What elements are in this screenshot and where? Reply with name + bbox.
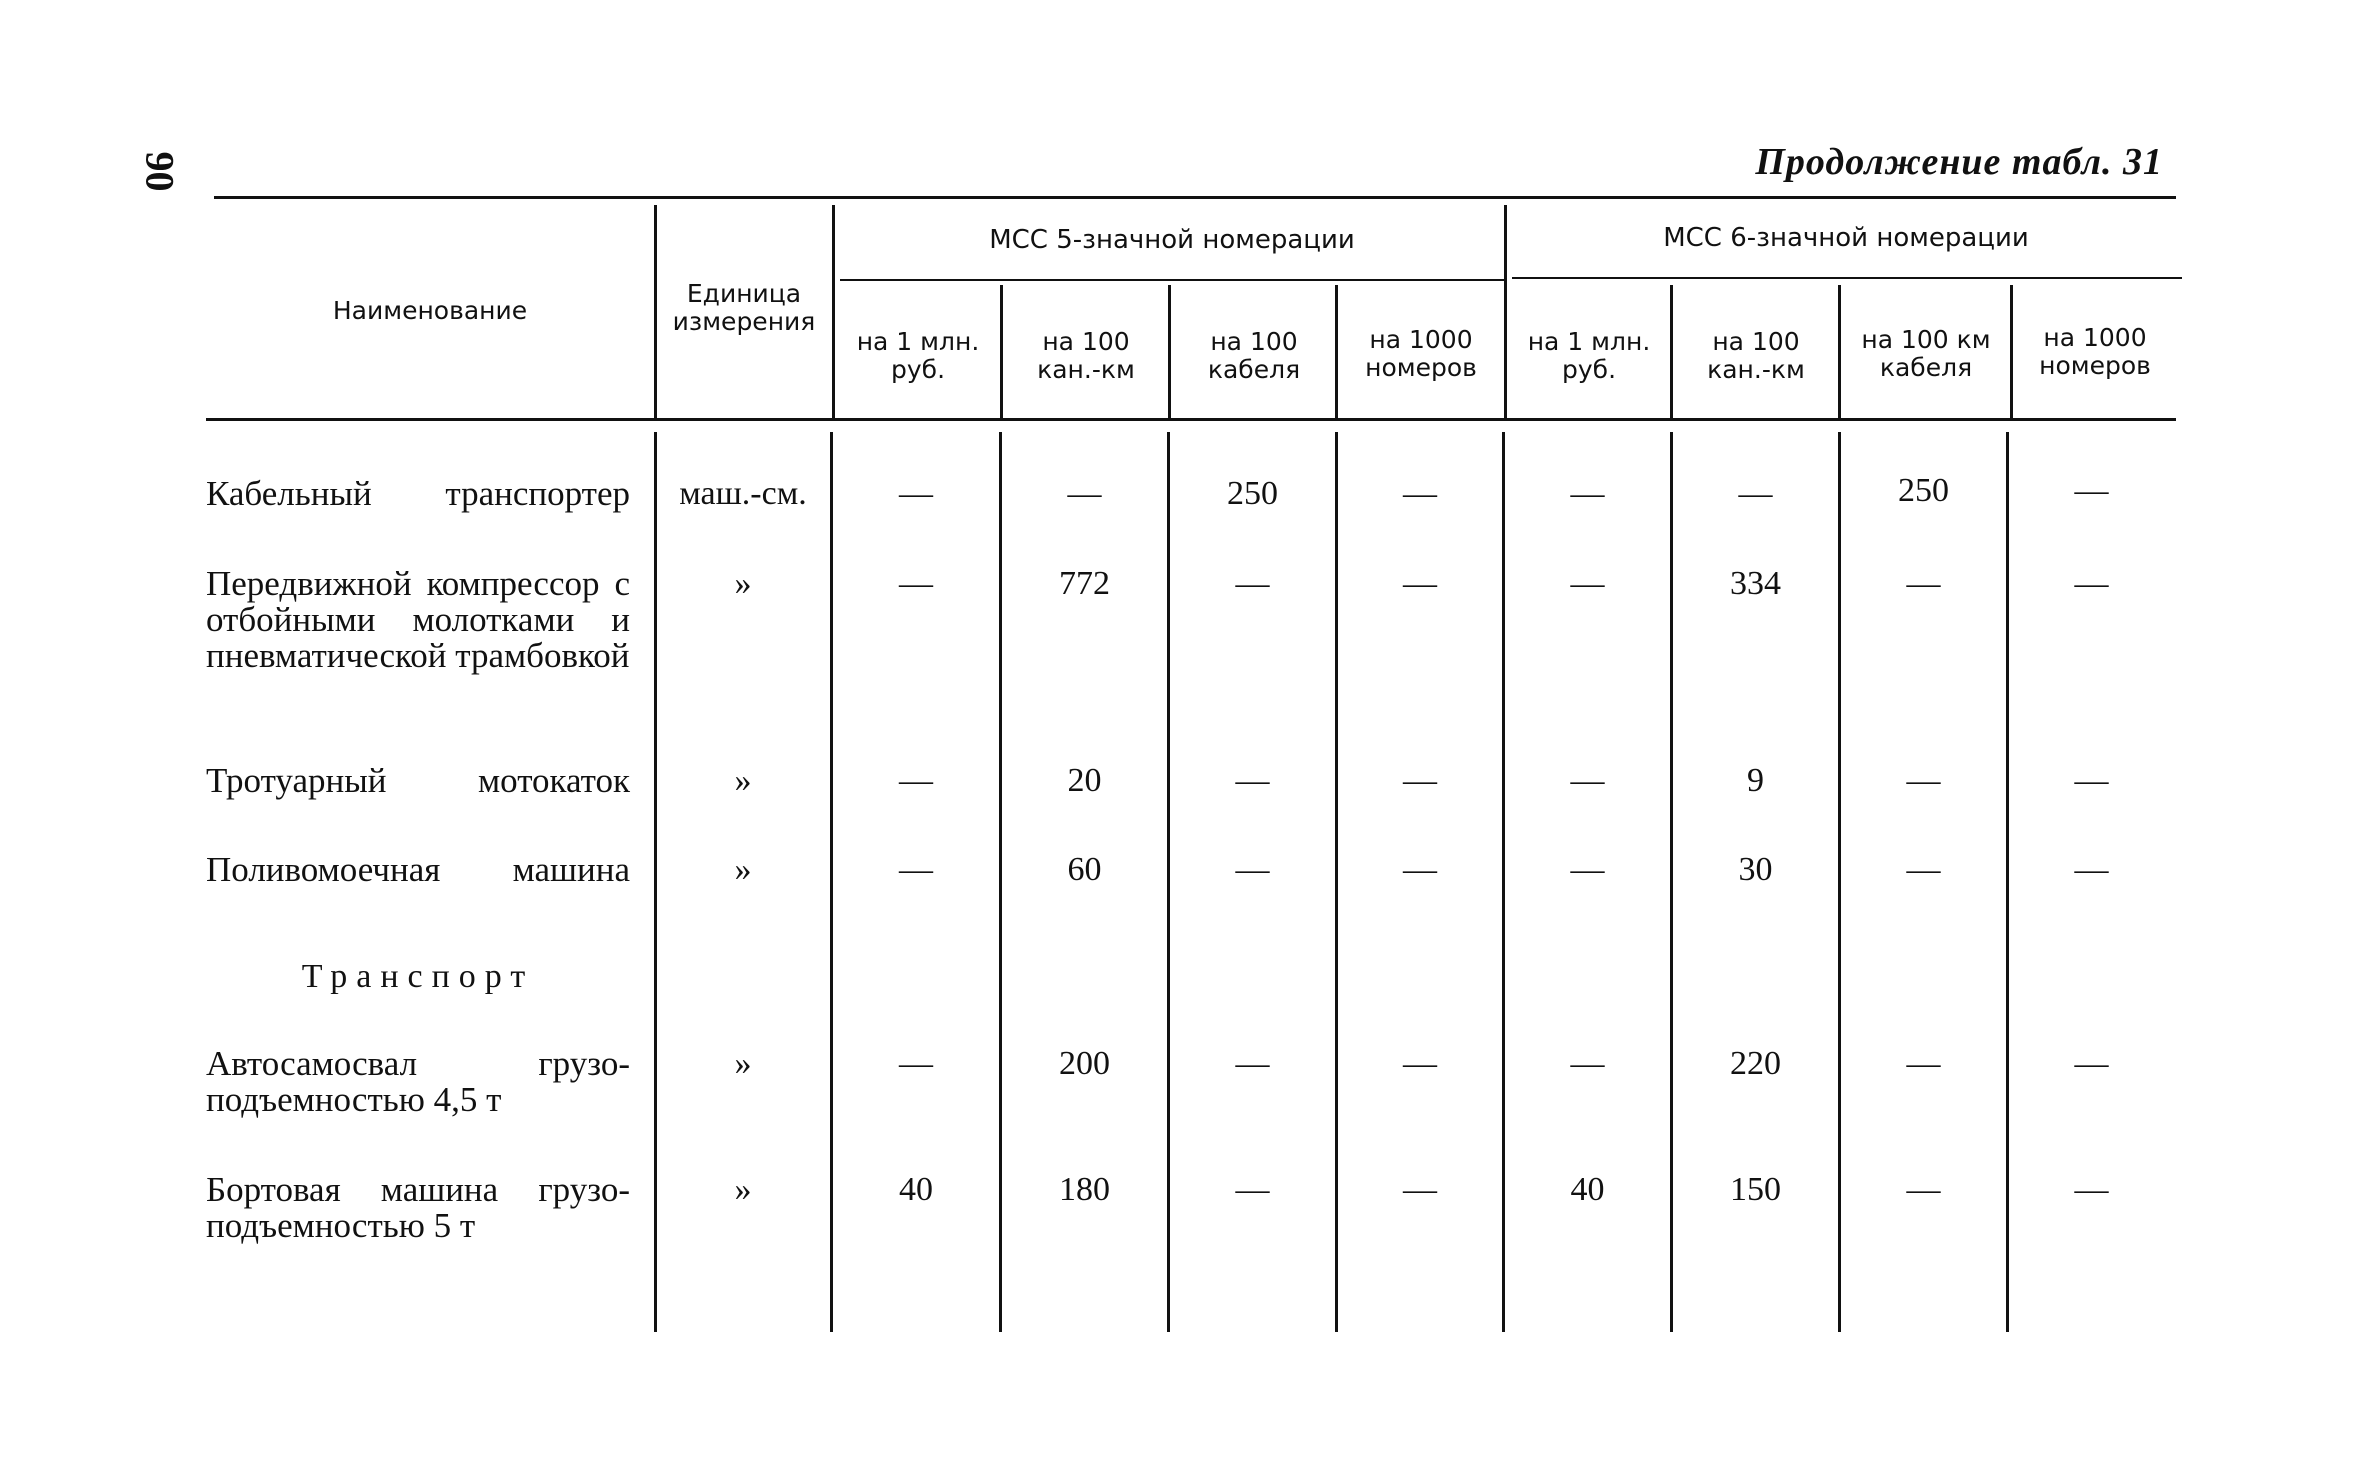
row-name: Поливомоечная машина xyxy=(206,850,630,889)
row-value: — xyxy=(2074,1171,2109,1208)
header-divider-name-unit xyxy=(654,205,657,418)
row-value: — xyxy=(2074,1045,2109,1082)
row-value: — xyxy=(1906,565,1941,602)
row-value: 220 xyxy=(1730,1045,1781,1082)
row-value: 40 xyxy=(1570,1171,1605,1208)
row-value: — xyxy=(1403,565,1437,602)
row-value: 30 xyxy=(1738,851,1773,888)
row-name: Бортовая машина грузоподъемностью 5 т xyxy=(206,1170,630,1245)
row-value: — xyxy=(1235,762,1270,799)
header-g2-col1: на 1 млн. руб. xyxy=(1527,327,1651,384)
row-value: — xyxy=(1570,1045,1605,1082)
group2-underline xyxy=(1512,277,2182,279)
top-rule xyxy=(214,196,2176,199)
row-unit: » xyxy=(734,762,752,799)
header-group-5-digit: МСС 5-значной номерации xyxy=(989,225,1355,255)
row-value: 60 xyxy=(1067,851,1102,888)
row-name: Тротуарный мотокаток xyxy=(206,761,630,800)
row-value: — xyxy=(1403,475,1437,512)
header-divider-g1-g2 xyxy=(1504,205,1507,418)
row-value: — xyxy=(2074,472,2109,509)
row-value: — xyxy=(1235,565,1270,602)
header-divider-unit-g1 xyxy=(832,205,835,418)
row-value: 180 xyxy=(1059,1171,1110,1208)
page-number: 90 xyxy=(137,151,183,192)
header-unit-line2: измерения xyxy=(672,307,816,336)
row-value: — xyxy=(899,851,933,888)
row-value: — xyxy=(2074,762,2109,799)
row-value: — xyxy=(1738,475,1773,512)
row-unit: » xyxy=(734,565,752,602)
header-divider-g2-c1 xyxy=(1670,285,1673,418)
row-value: 772 xyxy=(1059,565,1110,602)
row-value: — xyxy=(899,475,933,512)
header-divider-g2-c2 xyxy=(1838,285,1841,418)
row-unit: » xyxy=(734,1045,752,1082)
header-divider-g2-c3 xyxy=(2010,285,2013,418)
row-value: — xyxy=(899,565,933,602)
row-value: — xyxy=(1403,1045,1437,1082)
row-value: — xyxy=(1570,475,1605,512)
row-value: — xyxy=(2074,565,2109,602)
row-value: — xyxy=(1403,851,1437,888)
row-value: — xyxy=(1235,1171,1270,1208)
row-value: — xyxy=(1570,851,1605,888)
row-value: — xyxy=(899,1045,933,1082)
row-value: — xyxy=(1403,1171,1437,1208)
table-continuation-title: Продолжение табл. 31 xyxy=(1755,141,2163,183)
row-value: — xyxy=(1906,762,1941,799)
row-value: 20 xyxy=(1067,762,1102,799)
header-divider-g1-c1 xyxy=(1000,285,1003,418)
row-value: — xyxy=(2074,851,2109,888)
row-unit: » xyxy=(734,1171,752,1208)
row-value: — xyxy=(1235,851,1270,888)
row-value: — xyxy=(899,762,933,799)
row-value: — xyxy=(1906,1171,1941,1208)
row-unit: маш.-см. xyxy=(679,475,807,512)
header-g2-col4: на 1000 номеров xyxy=(2039,323,2151,380)
row-value: 150 xyxy=(1730,1171,1781,1208)
row-value: — xyxy=(1235,1045,1270,1082)
header-g1-col1: на 1 млн. руб. xyxy=(856,327,980,384)
header-divider-g1-c2 xyxy=(1168,285,1171,418)
row-value: — xyxy=(1067,475,1102,512)
header-bottom-rule xyxy=(206,418,2176,421)
row-value: — xyxy=(1906,851,1941,888)
row-name: Передвижной компрессор с отбойными молотками и пневматической трамбовкой xyxy=(206,564,630,675)
header-g2-col2: на 100 кан.-км xyxy=(1707,327,1805,384)
row-name: Автосамосвал грузоподъемностью 4,5 т xyxy=(206,1044,630,1119)
header-unit-line1: Единица xyxy=(686,279,802,308)
header-group-6-digit: МСС 6-значной номерации xyxy=(1663,223,2029,253)
row-value: 40 xyxy=(899,1171,933,1208)
row-value: 200 xyxy=(1059,1045,1110,1082)
row-value: — xyxy=(1570,565,1605,602)
row-value: — xyxy=(1403,762,1437,799)
header-g1-col3: на 100 кабеля xyxy=(1207,327,1301,384)
section-title-transport: Транспорт xyxy=(301,958,535,995)
row-unit: » xyxy=(734,851,752,888)
row-value: 9 xyxy=(1747,762,1764,799)
header-g2-col3: на 100 км кабеля xyxy=(1861,325,1991,382)
header-unit xyxy=(658,280,830,336)
row-value: — xyxy=(1570,762,1605,799)
row-value: 250 xyxy=(1227,475,1278,512)
header-name: Наименование xyxy=(332,296,528,325)
row-name: Кабельный транспортер xyxy=(206,474,630,513)
group1-underline xyxy=(840,279,1505,281)
header-g1-col2: на 100 кан.-км xyxy=(1037,327,1135,384)
row-value: — xyxy=(1906,1045,1941,1082)
header-g1-col4: на 1000 номеров xyxy=(1365,325,1477,382)
row-value: 334 xyxy=(1730,565,1781,602)
row-value: 250 xyxy=(1898,472,1949,509)
